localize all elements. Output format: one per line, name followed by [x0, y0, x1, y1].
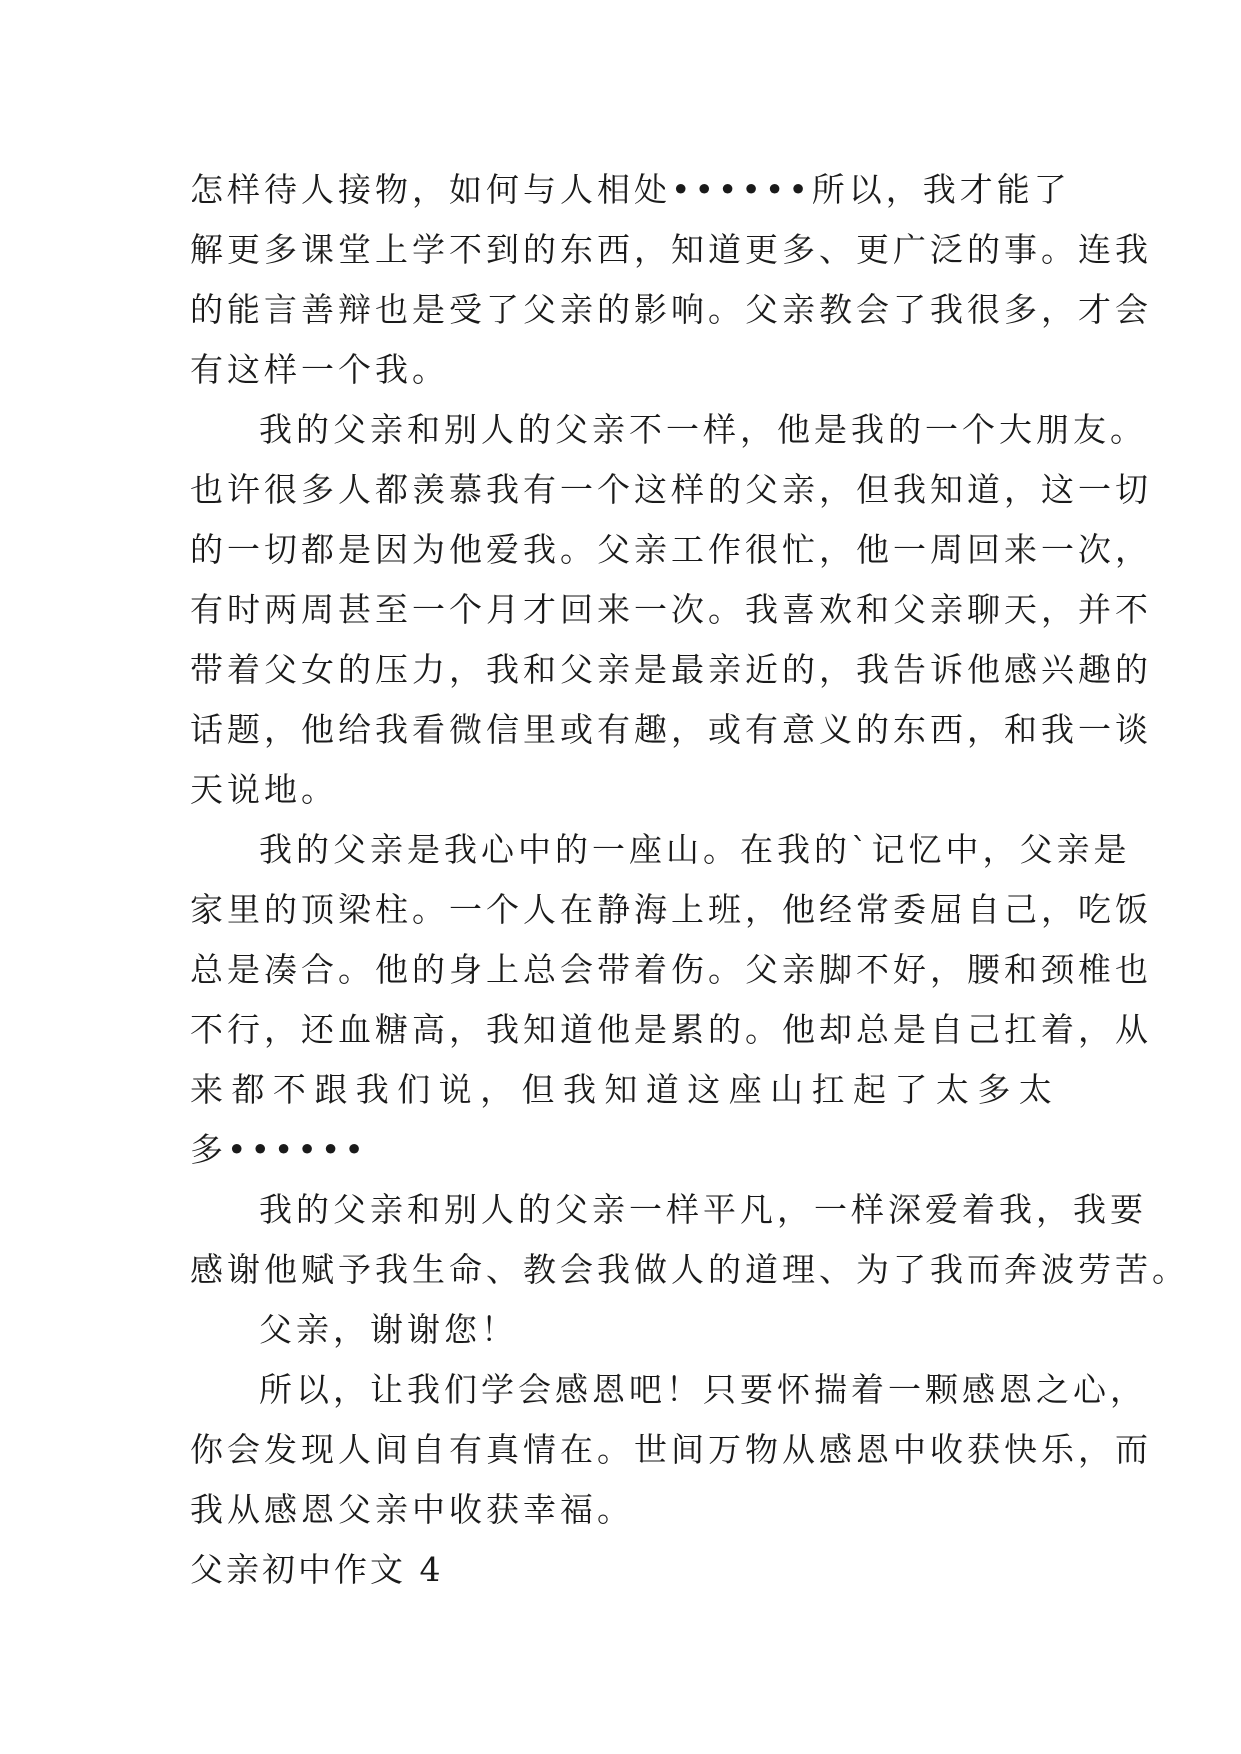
text-char: 了: [894, 1070, 928, 1109]
text-line: 也许很多人都羡慕我有一个这样的父亲，但我知道，这一切: [190, 470, 1152, 509]
text-char: 不: [272, 1070, 306, 1109]
text-line: 的能言善辩也是受了父亲的影响。父亲教会了我很多，才会: [190, 290, 1152, 329]
text-char: 知: [604, 1070, 638, 1109]
text-line: 你会发现人间自有真情在。世间万物从感恩中收获快乐，而: [190, 1430, 1152, 1469]
text-char: 说: [438, 1070, 472, 1109]
paragraph: [190, 1180, 1189, 1300]
text-char: 我: [562, 1070, 596, 1109]
section-heading: 父亲初中作文 4: [190, 1550, 444, 1589]
paragraph: [190, 1300, 1052, 1360]
text-line: 我的父亲是我心中的一座山。在我的`记忆中，父亲是: [259, 830, 1131, 869]
text-char: 多: [977, 1070, 1011, 1109]
text-line: 带着父女的压力，我和父亲是最亲近的，我告诉他感兴趣的: [190, 650, 1152, 689]
document-body: [190, 160, 1189, 1600]
text-char: 跟: [314, 1070, 348, 1109]
text-line: 不行，还血糖高，我知道他是累的。他却总是自己扛着，从: [190, 1010, 1152, 1049]
text-line: 家里的顶梁柱。一个人在静海上班，他经常委屈自己，吃饭: [190, 890, 1152, 929]
text-char: 来: [190, 1070, 223, 1109]
text-line: 天说地。: [190, 770, 338, 809]
text-char: 太: [1018, 1070, 1052, 1109]
text-char: 扛: [811, 1070, 845, 1109]
text-char: 山: [770, 1070, 804, 1109]
text-char: 太: [935, 1070, 969, 1109]
paragraph: [190, 160, 1152, 400]
text-char: 但: [521, 1070, 555, 1109]
text-char: ，: [480, 1070, 514, 1109]
paragraph: [190, 820, 1152, 1180]
text-line: 多••••••: [190, 1130, 368, 1169]
text-line: 有时两周甚至一个月才回来一次。我喜欢和父亲聊天，并不: [190, 590, 1152, 629]
text-line: 总是凑合。他的身上总会带着伤。父亲脚不好，腰和颈椎也: [190, 950, 1152, 989]
text-char: 起: [853, 1070, 886, 1109]
paragraph: [190, 1360, 1152, 1540]
text-line: 我从感恩父亲中收获幸福。: [190, 1490, 634, 1529]
text-line: 感谢他赋予我生命、教会我做人的道理、为了我而奔波劳苦。: [190, 1250, 1189, 1289]
text-char: 这: [687, 1070, 721, 1109]
text-line: 的一切都是因为他爱我。父亲工作很忙，他一周回来一次，: [190, 530, 1152, 569]
text-line: 有这样一个我。: [190, 350, 449, 389]
text-line: 话题，他给我看微信里或有趣，或有意义的东西，和我一谈: [190, 710, 1152, 749]
text-char: 座: [728, 1070, 762, 1109]
text-char: 们: [397, 1070, 431, 1109]
text-line: 父亲，谢谢您！: [259, 1310, 518, 1349]
text-line: 所以，让我们学会感恩吧！只要怀揣着一颗感恩之心，: [259, 1370, 1147, 1409]
text-char: 我: [355, 1070, 389, 1109]
text-line: 解更多课堂上学不到的东西，知道更多、更广泛的事。连我: [190, 230, 1152, 269]
text-line: 我的父亲和别人的父亲一样平凡，一样深爱着我，我要: [259, 1190, 1147, 1229]
text-char: 道: [645, 1070, 679, 1109]
paragraph: [190, 400, 1152, 820]
text-line-justified: [190, 1060, 1052, 1120]
text-line: 我的父亲和别人的父亲不一样，他是我的一个大朋友。: [259, 410, 1147, 449]
text-char: 都: [231, 1070, 265, 1109]
text-line: 怎样待人接物，如何与人相处••••••所以，我才能了: [190, 170, 1071, 209]
